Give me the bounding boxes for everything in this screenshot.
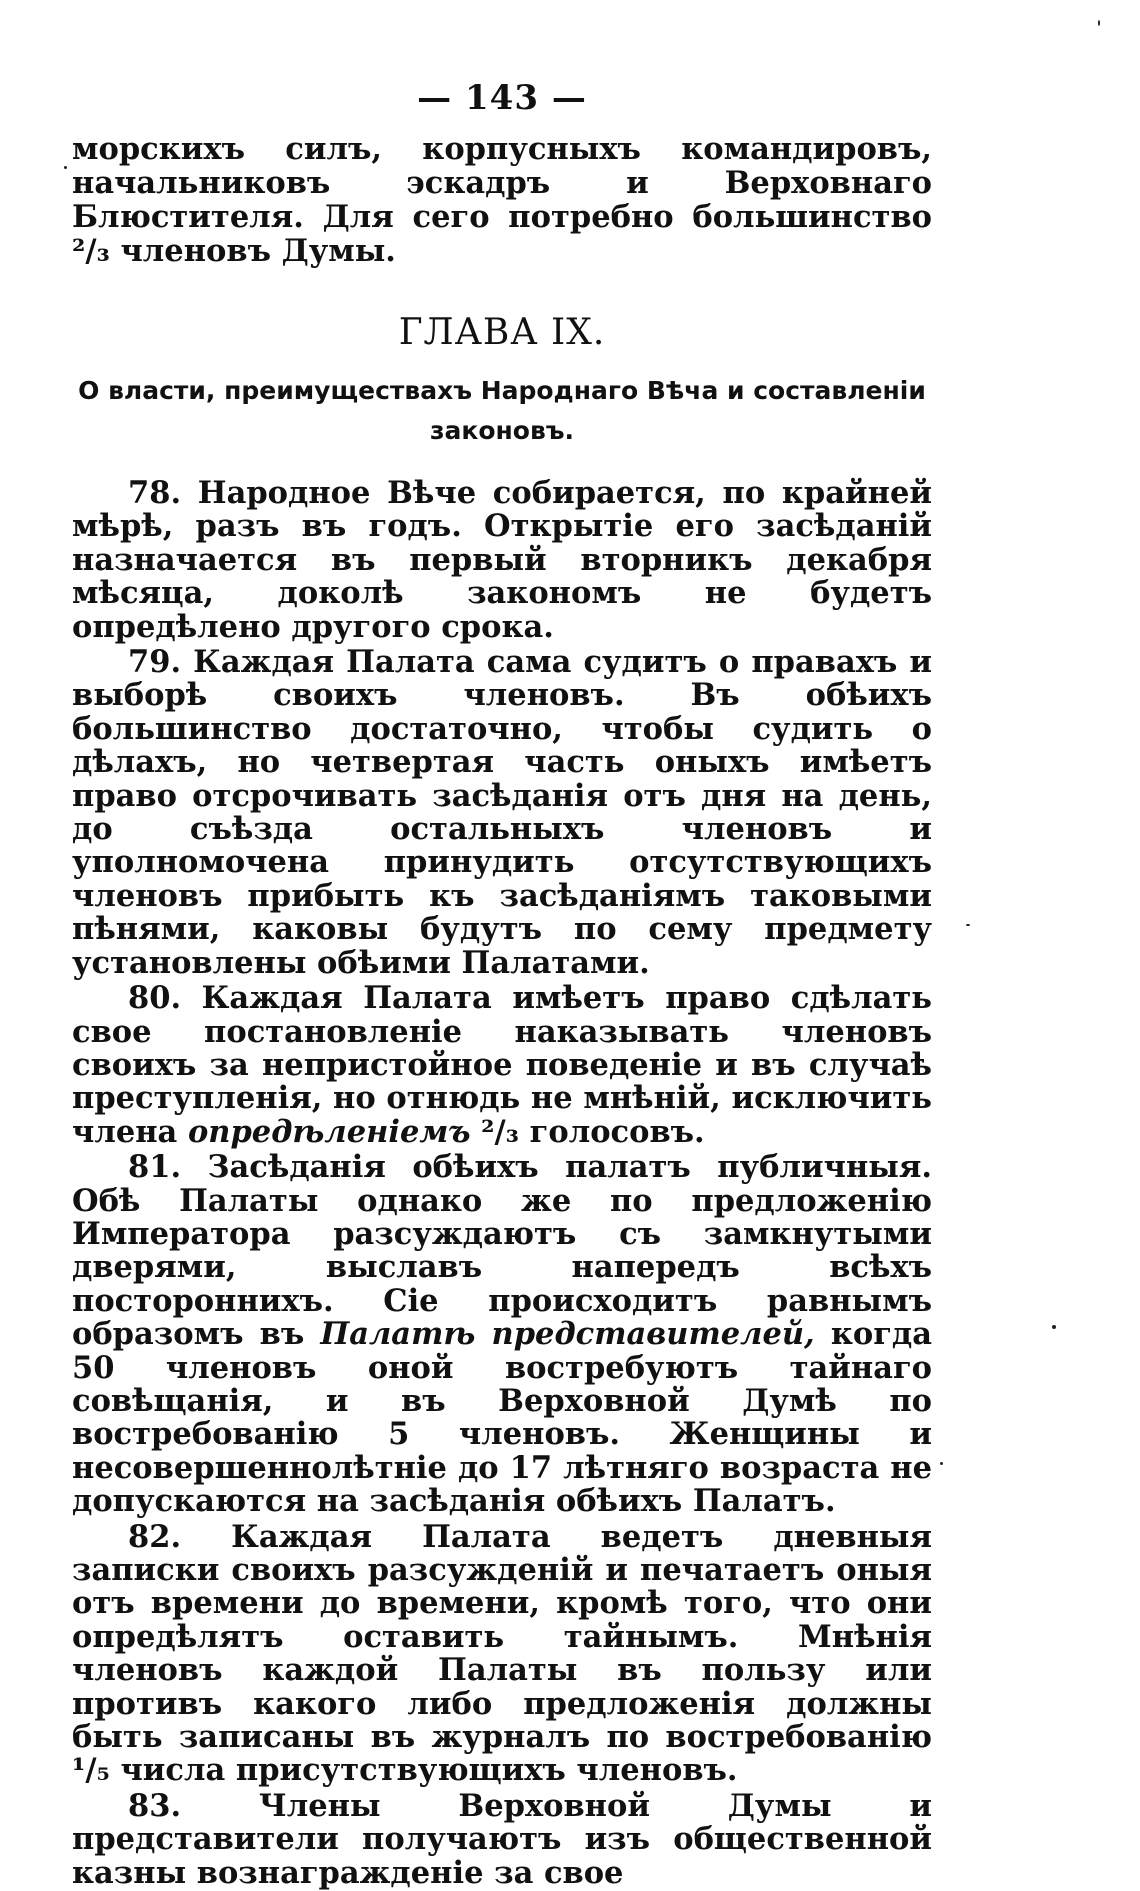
chapter-subtitle: О власти, преимуществахъ Народнаго Вѣча и составленіи законовъ.: [78, 376, 926, 445]
article-81: [72, 1151, 932, 1518]
article-81-text-after: когда 50 членовъ оной востребуютъ тайнаго совѣщанія, и въ Верховной Думѣ по востребованію 5 членовъ. Женщины и несовершеннолѣтніе до 17 лѣтняго возраста не допускаются на засѣданія обѣихъ Палатъ.: [72, 1316, 932, 1520]
scan-speck: [64, 166, 67, 169]
page-number: — 143 —: [417, 78, 587, 118]
article-82: 82. Каждая Палата ведетъ дневныя записки своихъ разсужденій и печатаетъ оныя отъ времени до времени, кромѣ того, что они опредѣлятъ оставить тайнымъ. Мнѣнія членовъ каждой Палаты въ пользу или противъ какого либо предложенія должны быть записаны въ журналъ по востребованію ¹/₅ числа присутствующихъ членовъ.: [72, 1518, 932, 1789]
article-78: 78. Народное Вѣче собирается, по крайней мѣрѣ, разъ въ годъ. Открытіе его засѣданій назначается въ первый вторникъ декабря мѣсяца, доколѣ закономъ не будетъ опредѣлено другого срока.: [72, 475, 932, 645]
articles: [72, 477, 932, 1890]
article-79: 79. Каждая Палата сама судитъ о правахъ и выборѣ своихъ членовъ. Въ обѣихъ большинство достаточно, чтобы судить о дѣлахъ, но четвертая часть оныхъ имѣетъ право отсрочивать засѣданія отъ дня на день, до съѣзда остальныхъ членовъ и уполномочена принудить отсутствующихъ членовъ прибыть къ засѣданіямъ таковыми пѣнями, каковы будутъ по сему предмету установлены обѣими Палатами.: [72, 644, 932, 981]
intro-paragraph: морскихъ силъ, корпусныхъ командировъ, начальниковъ эскадръ и Верховнаго Блюстителя. Для сего потребно большинство ²/₃ членовъ Думы.: [72, 131, 932, 269]
scan-speck: [966, 924, 970, 926]
scan-speck: [1052, 1325, 1056, 1329]
article-80: [72, 982, 932, 1149]
article-80-text-after: ²/₃ голосовъ.: [470, 1113, 705, 1150]
book-page: [72, 78, 932, 1890]
chapter-title: ГЛАВА IX.: [398, 312, 606, 353]
article-80-text-before: 80. Каждая Палата имѣетъ право сдѣлать свое постановленіе наказывать членовъ своихъ за непристойное поведеніе и въ случаѣ преступленія, но отнюдь не мнѣній, исключить члена: [72, 980, 932, 1150]
article-83: 83. Члены Верховной Думы и представители получаютъ изъ общественной казны вознагражденіе за свое: [72, 1787, 932, 1891]
scan-speck: [940, 1462, 943, 1465]
article-81-italic: Палатѣ представителей,: [320, 1316, 815, 1353]
article-81-text-before: 81. Засѣданія обѣихъ палатъ публичныя. Обѣ Палаты однако же по предложенію Императора разсуждаютъ съ замкнутыми дверями, выславъ напередъ всѣхъ постороннихъ. Сіе происходитъ равнымъ образомъ въ: [72, 1149, 932, 1353]
article-80-italic: опредѣленіемъ: [187, 1113, 471, 1150]
scan-speck: [1098, 20, 1100, 26]
